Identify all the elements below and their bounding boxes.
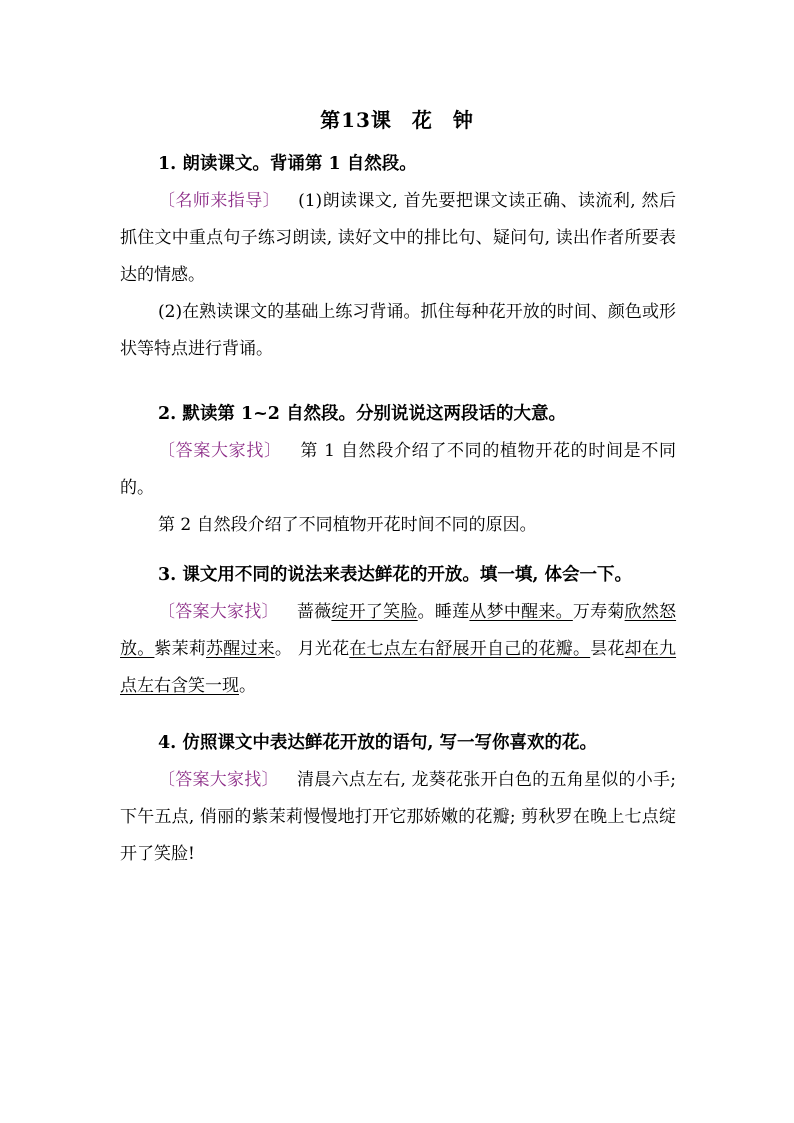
answer-text: 万寿菊 <box>572 602 625 622</box>
question-4-heading: 4. 仿照课文中表达鲜花开放的语句, 写一写你喜欢的花。 <box>158 733 598 753</box>
question-2-heading: 2. 默读第 1~2 自然段。分别说说这两段话的大意。 <box>158 404 567 424</box>
answer-text-2: 第 2 自然段介绍了不同植物开花时间不同的原因。 <box>158 515 537 535</box>
answer-text: 蔷薇 <box>296 602 332 622</box>
question-4-answer <box>120 762 676 873</box>
question-2 <box>120 396 676 544</box>
answer-text-1: 第 1 自然段介绍了不同的植物开花的时间是不同的。 <box>120 441 677 498</box>
answer-blank: 欣然怒放。 <box>120 602 677 659</box>
title-char-2: 钟 <box>452 108 474 132</box>
question-2-answer <box>120 433 676 507</box>
answer-text-1: 清晨六点左右, 龙葵花张开白色的五角星似的小手; 下午五点, 俏丽的紫茉莉慢慢地打开它那娇嫩的花瓣; 剪秋罗在晚上七点绽开了笑脸! <box>120 770 676 864</box>
guidance-text-1: (1)朗读课文, 首先要把课文读正确、读流利, 然后抓住文中重点句子练习朗读, 读好文中的排比句、疑问句, 读出作者所要表达的情感。 <box>120 191 676 285</box>
guidance-text-2: (2)在熟读课文的基础上练习背诵。抓住每种花开放的时间、颜色或形状等特点进行背诵。 <box>120 302 676 359</box>
answer-text: 。 月光花 <box>274 639 350 659</box>
title-lesson: 第13课 <box>320 108 392 132</box>
guidance-tag: 〔名师来指导〕 <box>158 191 281 211</box>
page-title <box>0 104 794 133</box>
answer-blank: 绽开了笑脸 <box>331 602 418 622</box>
question-3 <box>120 557 676 705</box>
answer-text: 昙花 <box>590 639 625 659</box>
answer-blank: 在七点左右舒展开自己的花瓣。 <box>349 639 591 659</box>
answer-text: 紫茉莉 <box>154 639 207 659</box>
question-4 <box>120 725 676 873</box>
question-3-heading: 3. 课文用不同的说法来表达鲜花的开放。填一填, 体会一下。 <box>158 565 633 585</box>
answer-blank: 从梦中醒来。 <box>469 602 573 622</box>
answer-tag: 〔答案大家找〕 <box>158 770 279 790</box>
question-1-guidance <box>120 183 676 294</box>
answer-text: 。睡莲 <box>417 602 470 622</box>
question-1-heading: 1. 朗读课文。背诵第 1 自然段。 <box>158 154 417 174</box>
answer-blank: 苏醒过来 <box>206 639 275 659</box>
answer-text: 。 <box>239 676 256 696</box>
question-3-answer <box>120 594 676 705</box>
title-char-1: 花 <box>411 108 433 132</box>
answer-blank: 却在九点左右含笑一现 <box>120 639 677 696</box>
answer-tag: 〔答案大家找〕 <box>158 441 282 461</box>
question-1 <box>120 146 676 368</box>
answer-tag: 〔答案大家找〕 <box>158 602 279 622</box>
